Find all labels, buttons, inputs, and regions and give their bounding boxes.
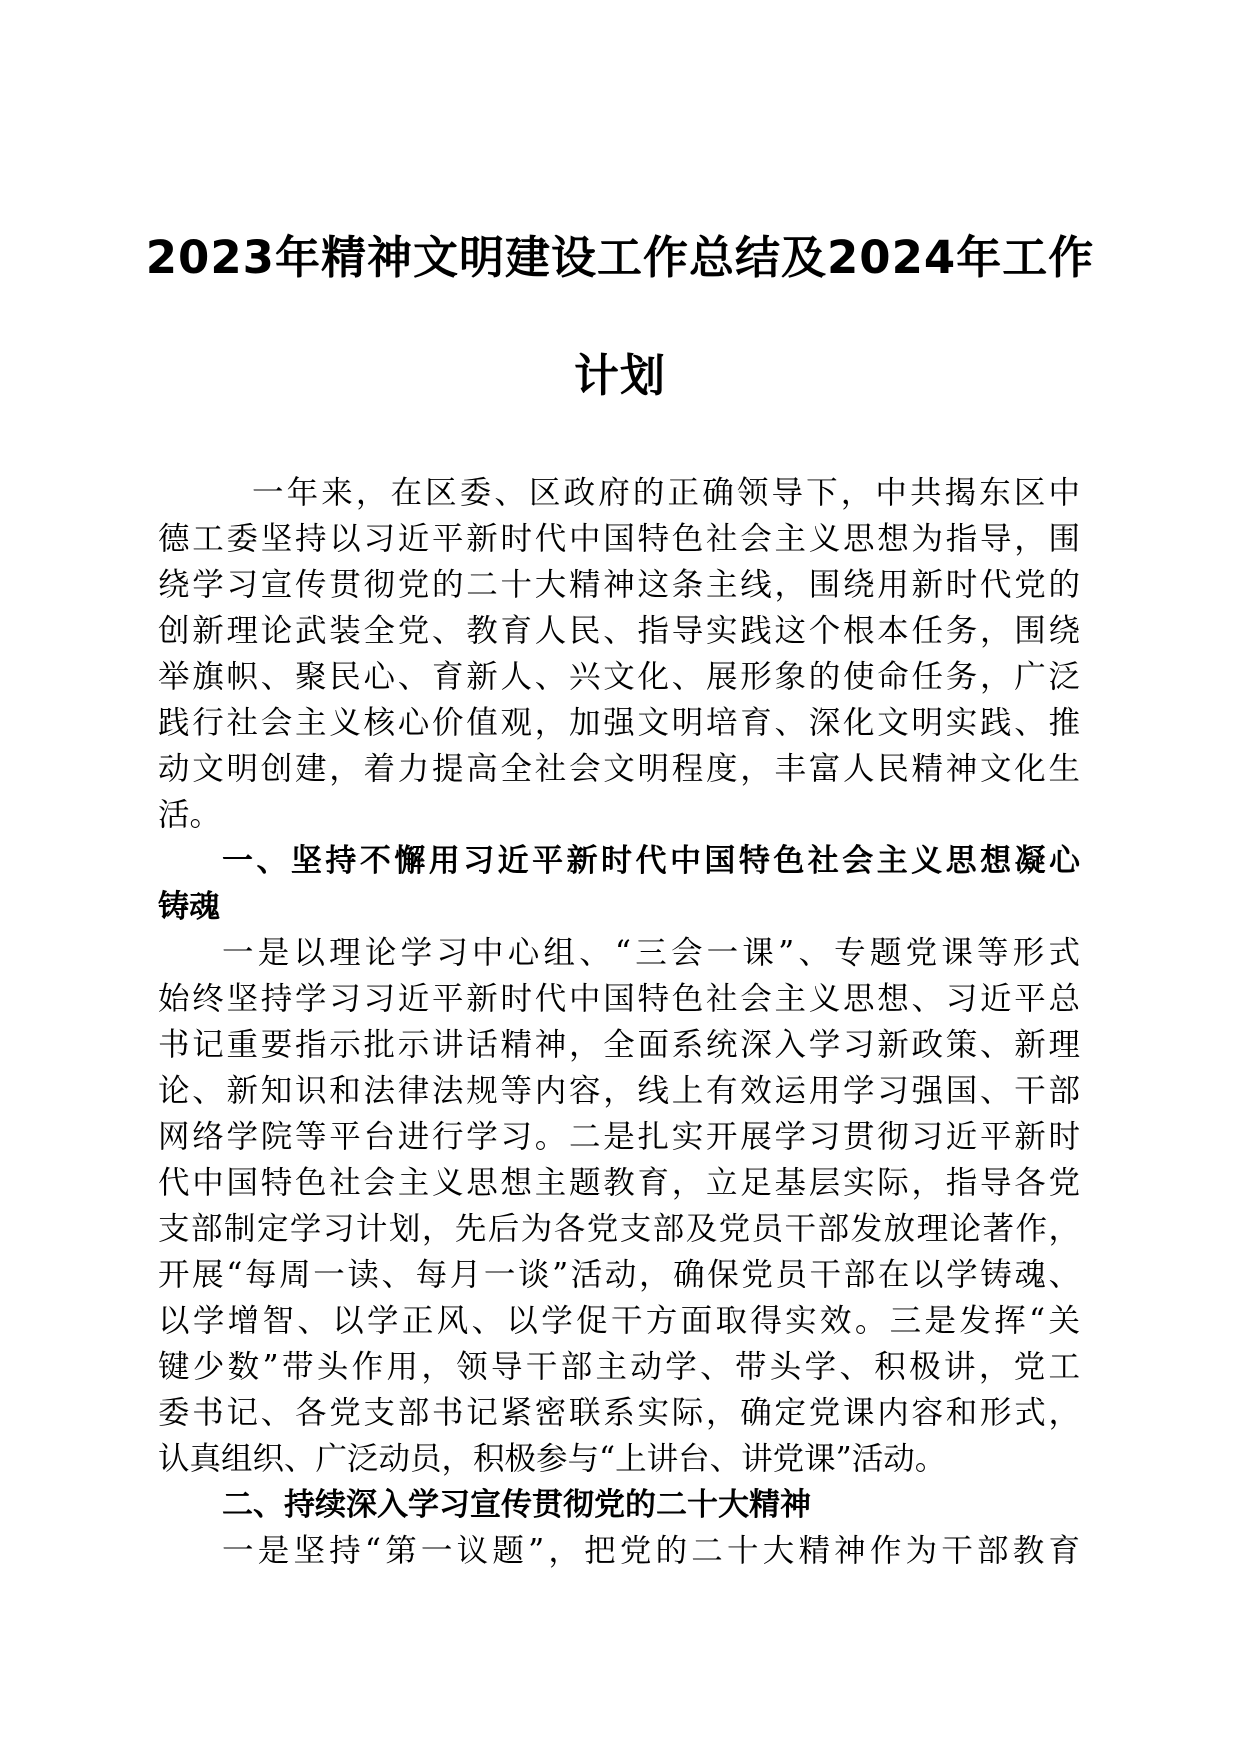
- intro-line: 践行社会主义核心价值观，加强文明培育、深化文明实践、推: [158, 705, 1080, 741]
- section-1-line: 论、新知识和法律法规等内容，线上有效运用学习强国、干部: [158, 1073, 1080, 1109]
- section-1-line: 键少数”带头作用，领导干部主动学、带头学、积极讲，党工: [158, 1349, 1080, 1385]
- section-2-line: 一是坚持“第一议题”，把党的二十大精神作为干部教育: [222, 1533, 1080, 1569]
- document-title-line-2: 计划: [573, 349, 666, 402]
- section-1-line: 开展“每周一读、每月一谈”活动，确保党员干部在以学铸魂、: [158, 1257, 1080, 1293]
- section-1-line: 支部制定学习计划，先后为各党支部及党员干部发放理论著作，: [158, 1211, 1080, 1247]
- section-1-line: 一是以理论学习中心组、“三会一课”、专题党课等形式: [222, 935, 1080, 971]
- intro-line: 活。: [158, 797, 222, 833]
- section-1-heading: 一、坚持不懈用习近平新时代中国特色社会主义思想凝心: [222, 843, 1080, 879]
- section-1-line: 始终坚持学习习近平新时代中国特色社会主义思想、习近平总: [158, 981, 1080, 1017]
- intro-line: 德工委坚持以习近平新时代中国特色社会主义思想为指导，围: [158, 521, 1080, 557]
- section-1-line: 认真组织、广泛动员，积极参与“上讲台、讲党课”活动。: [158, 1441, 947, 1477]
- intro-line: 一年来，在区委、区政府的正确领导下，中共揭东区中: [252, 475, 1080, 511]
- section-1-line: 以学增智、以学正风、以学促干方面取得实效。三是发挥“关: [158, 1303, 1080, 1339]
- section-1-line: 委书记、各党支部书记紧密联系实际，确定党课内容和形式，: [158, 1395, 1080, 1431]
- intro-line: 动文明创建，着力提高全社会文明程度，丰富人民精神文化生: [158, 751, 1080, 787]
- section-1-line: 网络学院等平台进行学习。二是扎实开展学习贯彻习近平新时: [158, 1119, 1080, 1155]
- intro-line: 创新理论武装全党、教育人民、指导实践这个根本任务，围绕: [158, 613, 1080, 649]
- section-2-heading: 二、持续深入学习宣传贯彻党的二十大精神: [222, 1487, 811, 1523]
- intro-line: 绕学习宣传贯彻党的二十大精神这条主线，围绕用新时代党的: [158, 567, 1080, 603]
- intro-line: 举旗帜、聚民心、育新人、兴文化、展形象的使命任务，广泛: [158, 659, 1080, 695]
- section-1-line: 代中国特色社会主义思想主题教育，立足基层实际，指导各党: [158, 1165, 1080, 1201]
- document-title-line-1: 2023年精神文明建设工作总结及2024年工作: [145, 231, 1095, 284]
- section-1-line: 书记重要指示批示讲话精神，全面系统深入学习新政策、新理: [158, 1027, 1080, 1063]
- section-1-heading: 铸魂: [158, 889, 220, 925]
